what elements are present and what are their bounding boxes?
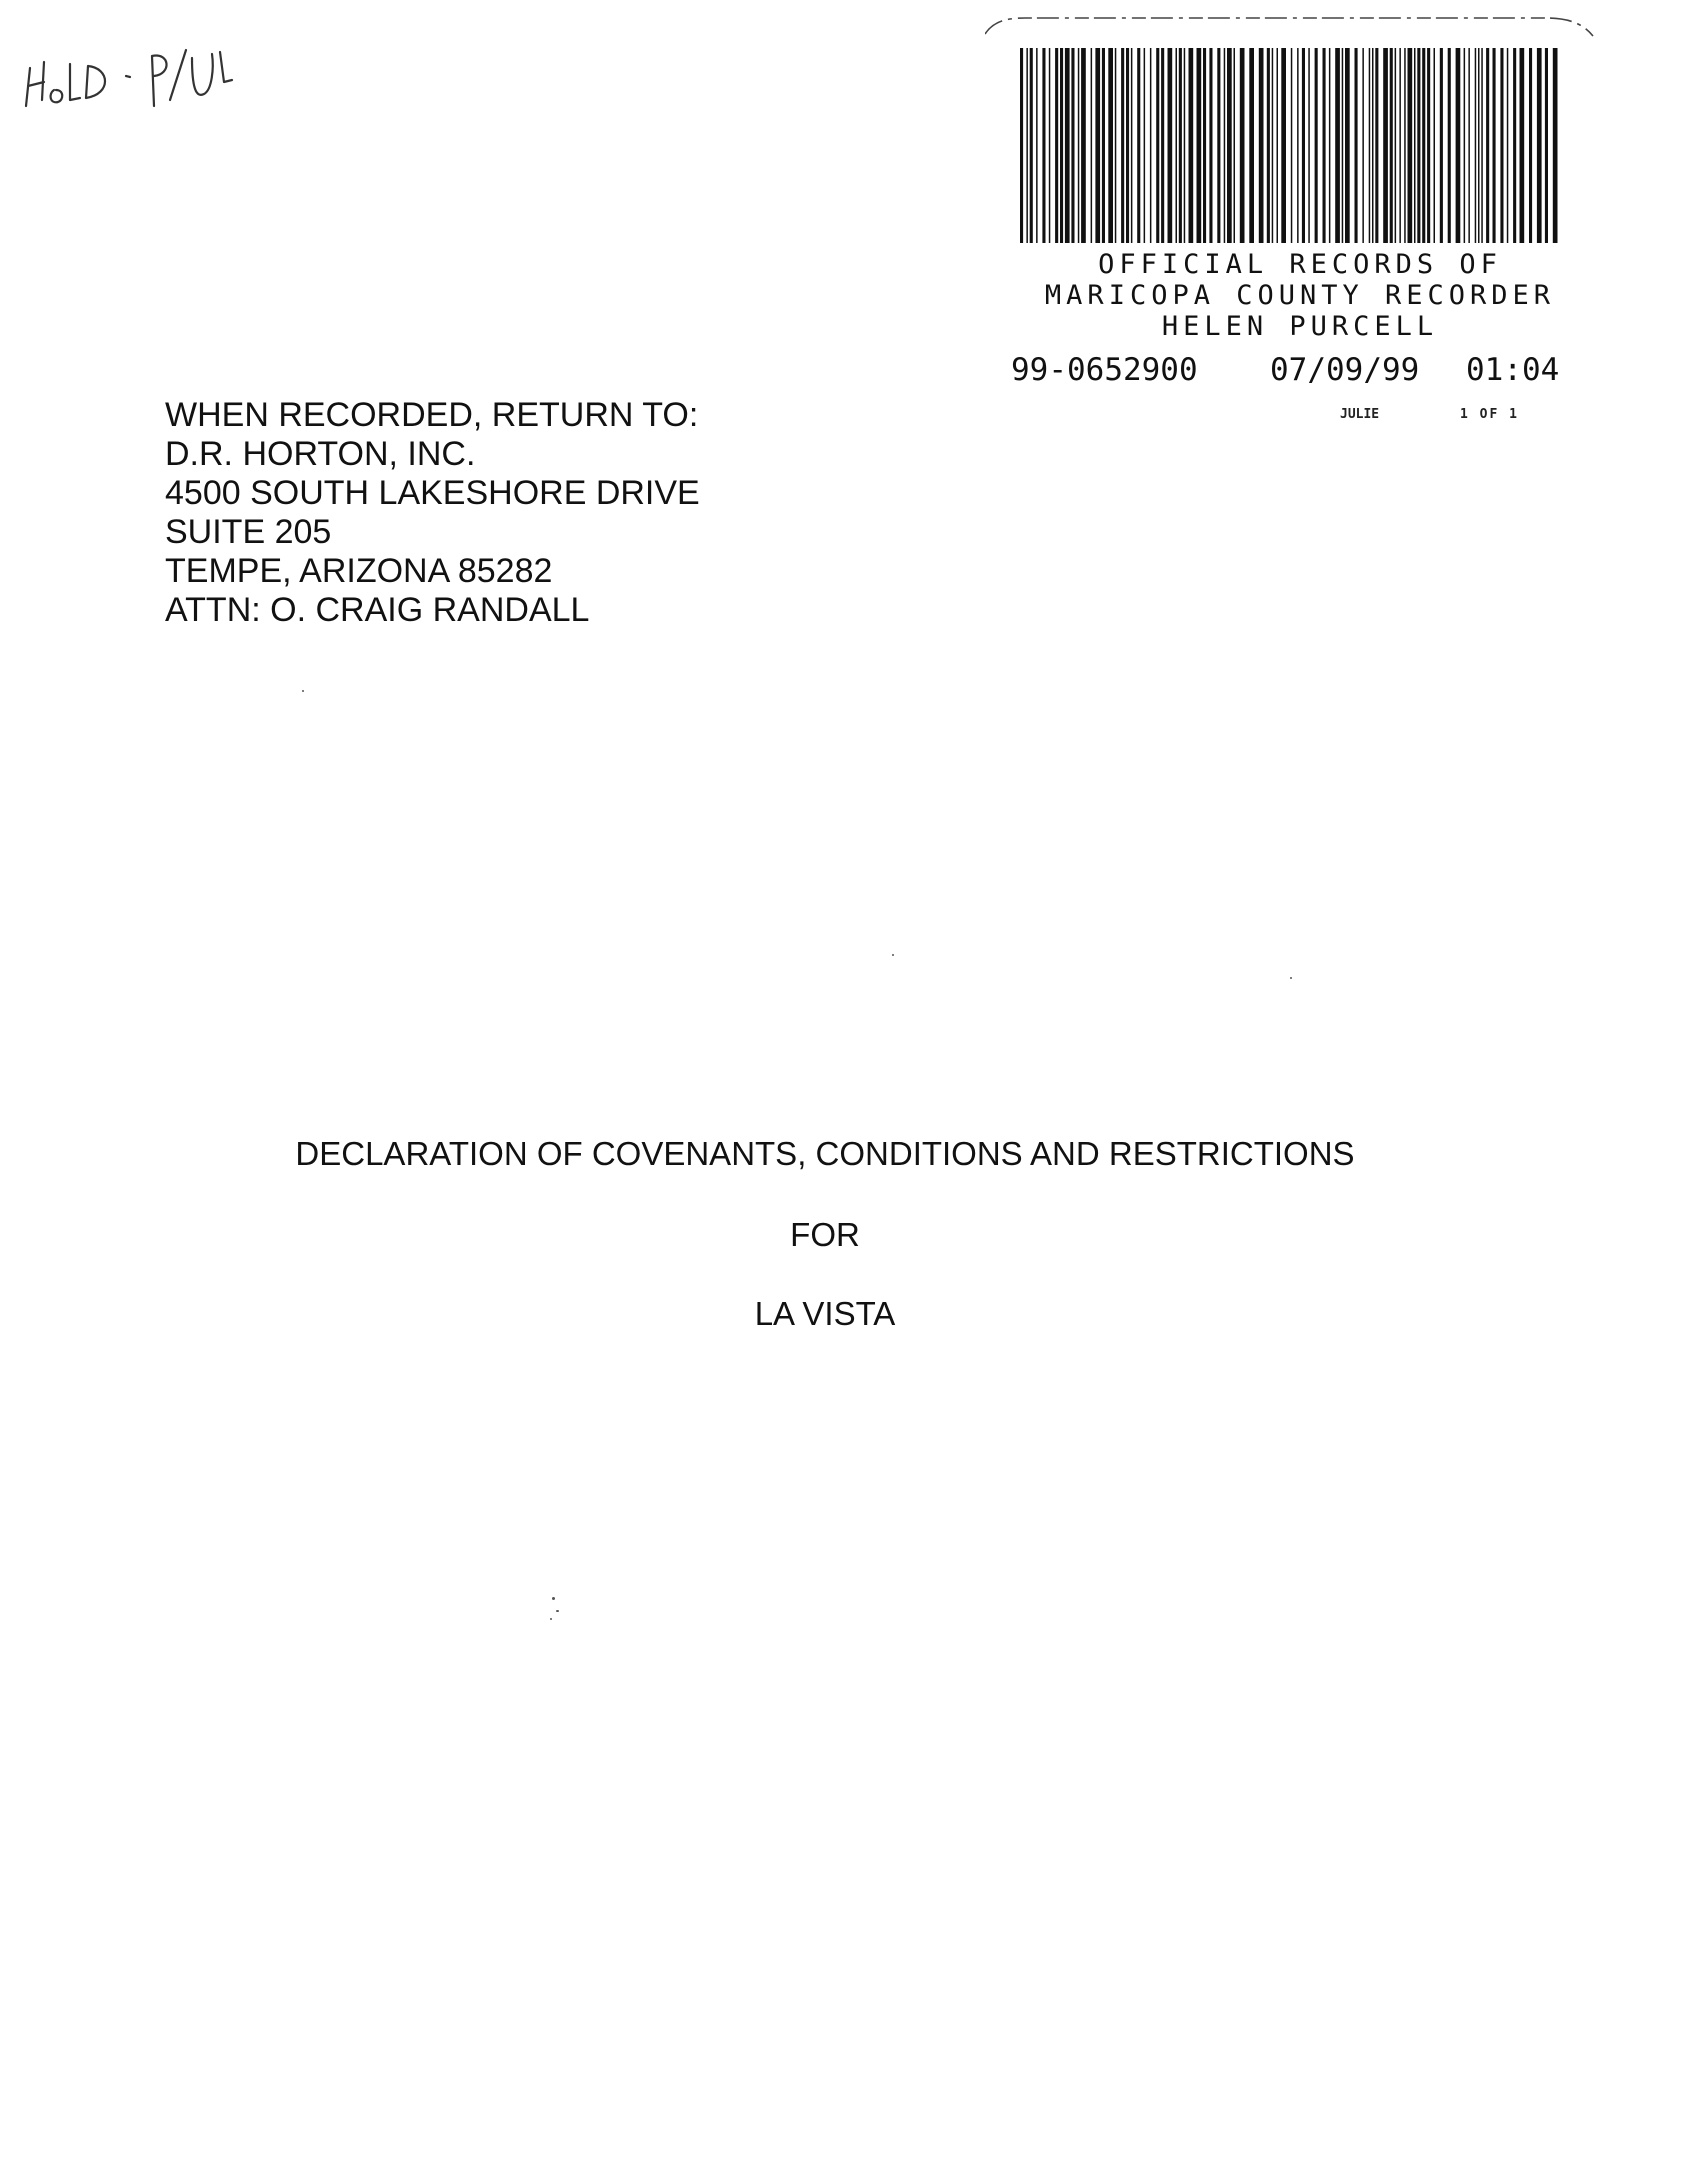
- barcode-bar: [1545, 48, 1548, 243]
- return-address-line: WHEN RECORDED, RETURN TO:: [165, 396, 699, 434]
- barcode-bar: [1144, 48, 1146, 243]
- title-line-3: LA VISTA: [754, 1295, 896, 1332]
- barcode-bar: [1234, 48, 1236, 243]
- recorder-line-2: MARICOPA COUNTY RECORDER: [1044, 280, 1556, 311]
- barcode-bar: [1227, 48, 1232, 243]
- barcode-bar: [1209, 48, 1212, 243]
- return-address: [165, 396, 865, 630]
- barcode-bar: [1150, 48, 1152, 243]
- barcode-bar: [1520, 48, 1525, 243]
- barcode-bar: [1281, 48, 1286, 243]
- barcode-bar: [1249, 48, 1254, 243]
- record-time: 01:04: [1466, 352, 1560, 388]
- barcode-bar: [1335, 48, 1340, 243]
- barcode-bar: [1102, 48, 1105, 243]
- recording-info: [1011, 352, 1611, 392]
- return-address-line: ATTN: O. CRAIG RANDALL: [165, 591, 590, 629]
- barcode-bar: [1390, 48, 1393, 243]
- barcode-bar: [1427, 48, 1430, 243]
- barcode-bar: [1414, 48, 1416, 243]
- barcode-bar: [1091, 48, 1093, 243]
- barcode-bar: [1383, 48, 1388, 243]
- barcode-bar: [1115, 48, 1117, 243]
- barcode-bar: [1042, 48, 1045, 243]
- record-date: 07/09/99: [1270, 352, 1420, 388]
- stamp-border: [985, 10, 1595, 40]
- title-line-1: DECLARATION OF COVENANTS, CONDITIONS AND RESTRICTIONS: [295, 1135, 1355, 1172]
- barcode-bar: [1272, 48, 1274, 243]
- clerk-name: JULIE: [1340, 407, 1380, 422]
- barcode-bar: [1176, 48, 1178, 243]
- barcode-bar: [1537, 48, 1542, 243]
- barcode-bar: [1468, 48, 1470, 243]
- barcode-bar: [1184, 48, 1186, 243]
- barcode-bar: [1126, 48, 1129, 243]
- barcode-bar: [1395, 48, 1397, 243]
- barcode-bar: [1121, 48, 1124, 243]
- barcode-bar: [1553, 48, 1558, 243]
- barcode-bar: [1422, 48, 1425, 243]
- scan-speck: [550, 1618, 552, 1620]
- barcode-bar: [1095, 48, 1100, 243]
- barcode-bar: [1267, 48, 1270, 243]
- barcode-bar: [1507, 48, 1509, 243]
- clerk-info: [1340, 407, 1560, 427]
- barcode-bar: [1342, 48, 1344, 243]
- barcode-bar: [1179, 48, 1182, 243]
- scan-speck: [302, 690, 304, 692]
- barcode-bar: [1020, 48, 1023, 243]
- return-address-line: D.R. HORTON, INC.: [165, 435, 476, 473]
- barcode-bar: [1297, 48, 1299, 243]
- barcode-bar: [1408, 48, 1413, 243]
- return-address-line: SUITE 205: [165, 513, 332, 551]
- barcode-bar: [1065, 48, 1070, 243]
- barcode-bar: [1259, 48, 1264, 243]
- barcode-bar: [1529, 48, 1532, 243]
- barcode-bar: [1329, 48, 1331, 243]
- barcode-bar: [1315, 48, 1318, 243]
- barcode-bar: [1156, 48, 1159, 243]
- barcode-bar: [1168, 48, 1173, 243]
- recording-barcode: [1020, 48, 1558, 243]
- barcode-bar: [1440, 48, 1443, 243]
- barcode-bar: [1481, 48, 1483, 243]
- barcode-bar: [1197, 48, 1202, 243]
- barcode-bar: [1369, 48, 1371, 243]
- document-title: [240, 1135, 1410, 1333]
- barcode-bar: [1291, 48, 1293, 243]
- barcode-bar: [1030, 48, 1033, 243]
- barcode-bar: [1375, 48, 1378, 243]
- barcode-bar: [1108, 48, 1113, 243]
- scan-speck: [1290, 977, 1292, 979]
- barcode-bar: [1224, 48, 1226, 243]
- barcode-bar: [1026, 48, 1028, 243]
- recorder-stamp-text: [990, 249, 1610, 342]
- barcode-bar: [1464, 48, 1466, 243]
- barcode-bar: [1049, 48, 1051, 243]
- barcode-bar: [1189, 48, 1194, 243]
- barcode-bar: [1308, 48, 1310, 243]
- barcode-bar: [1131, 48, 1133, 243]
- barcode-bar: [1513, 48, 1516, 243]
- return-address-line: 4500 SOUTH LAKESHORE DRIVE: [165, 474, 700, 512]
- return-address-line: TEMPE, ARIZONA 85282: [165, 552, 553, 590]
- barcode-bar: [1137, 48, 1140, 243]
- title-line-2: FOR: [790, 1216, 860, 1253]
- barcode-bar: [1372, 48, 1374, 243]
- barcode-bar: [1277, 48, 1279, 243]
- barcode-bar: [1071, 48, 1074, 243]
- barcode-bar: [1345, 48, 1350, 243]
- record-number: 99-0652900: [1011, 352, 1198, 388]
- barcode-bar: [1161, 48, 1164, 243]
- barcode-bar: [1404, 48, 1406, 243]
- recorder-line-1: OFFICIAL RECORDS OF: [1098, 249, 1502, 280]
- scan-speck: [556, 1610, 559, 1612]
- barcode-bar: [1036, 48, 1038, 243]
- recorder-line-3: HELEN PURCELL: [1161, 311, 1439, 342]
- barcode-bar: [1240, 48, 1245, 243]
- barcode-bar: [1203, 48, 1206, 243]
- barcode-bar: [1355, 48, 1358, 243]
- page-count: 1 OF 1: [1460, 407, 1519, 422]
- barcode-bar: [1486, 48, 1489, 243]
- barcode-bar: [1081, 48, 1086, 243]
- barcode-bar: [1302, 48, 1305, 243]
- scan-speck: [552, 1597, 555, 1600]
- scan-speck: [892, 954, 894, 956]
- barcode-bar: [1448, 48, 1451, 243]
- barcode-bar: [1323, 48, 1326, 243]
- barcode-bar: [1475, 48, 1477, 243]
- barcode-bar: [1456, 48, 1461, 243]
- barcode-bar: [1060, 48, 1063, 243]
- handwritten-note: [14, 28, 244, 118]
- barcode-bar: [1434, 48, 1436, 243]
- barcode-bar: [1417, 48, 1420, 243]
- barcode-bar: [1055, 48, 1058, 243]
- barcode-bar: [1078, 48, 1080, 243]
- barcode-bar: [1399, 48, 1401, 243]
- barcode-bar: [1217, 48, 1220, 243]
- barcode-bar: [1478, 48, 1480, 243]
- barcode-bar: [1500, 48, 1503, 243]
- barcode-bar: [1362, 48, 1364, 243]
- barcode-bar: [1493, 48, 1496, 243]
